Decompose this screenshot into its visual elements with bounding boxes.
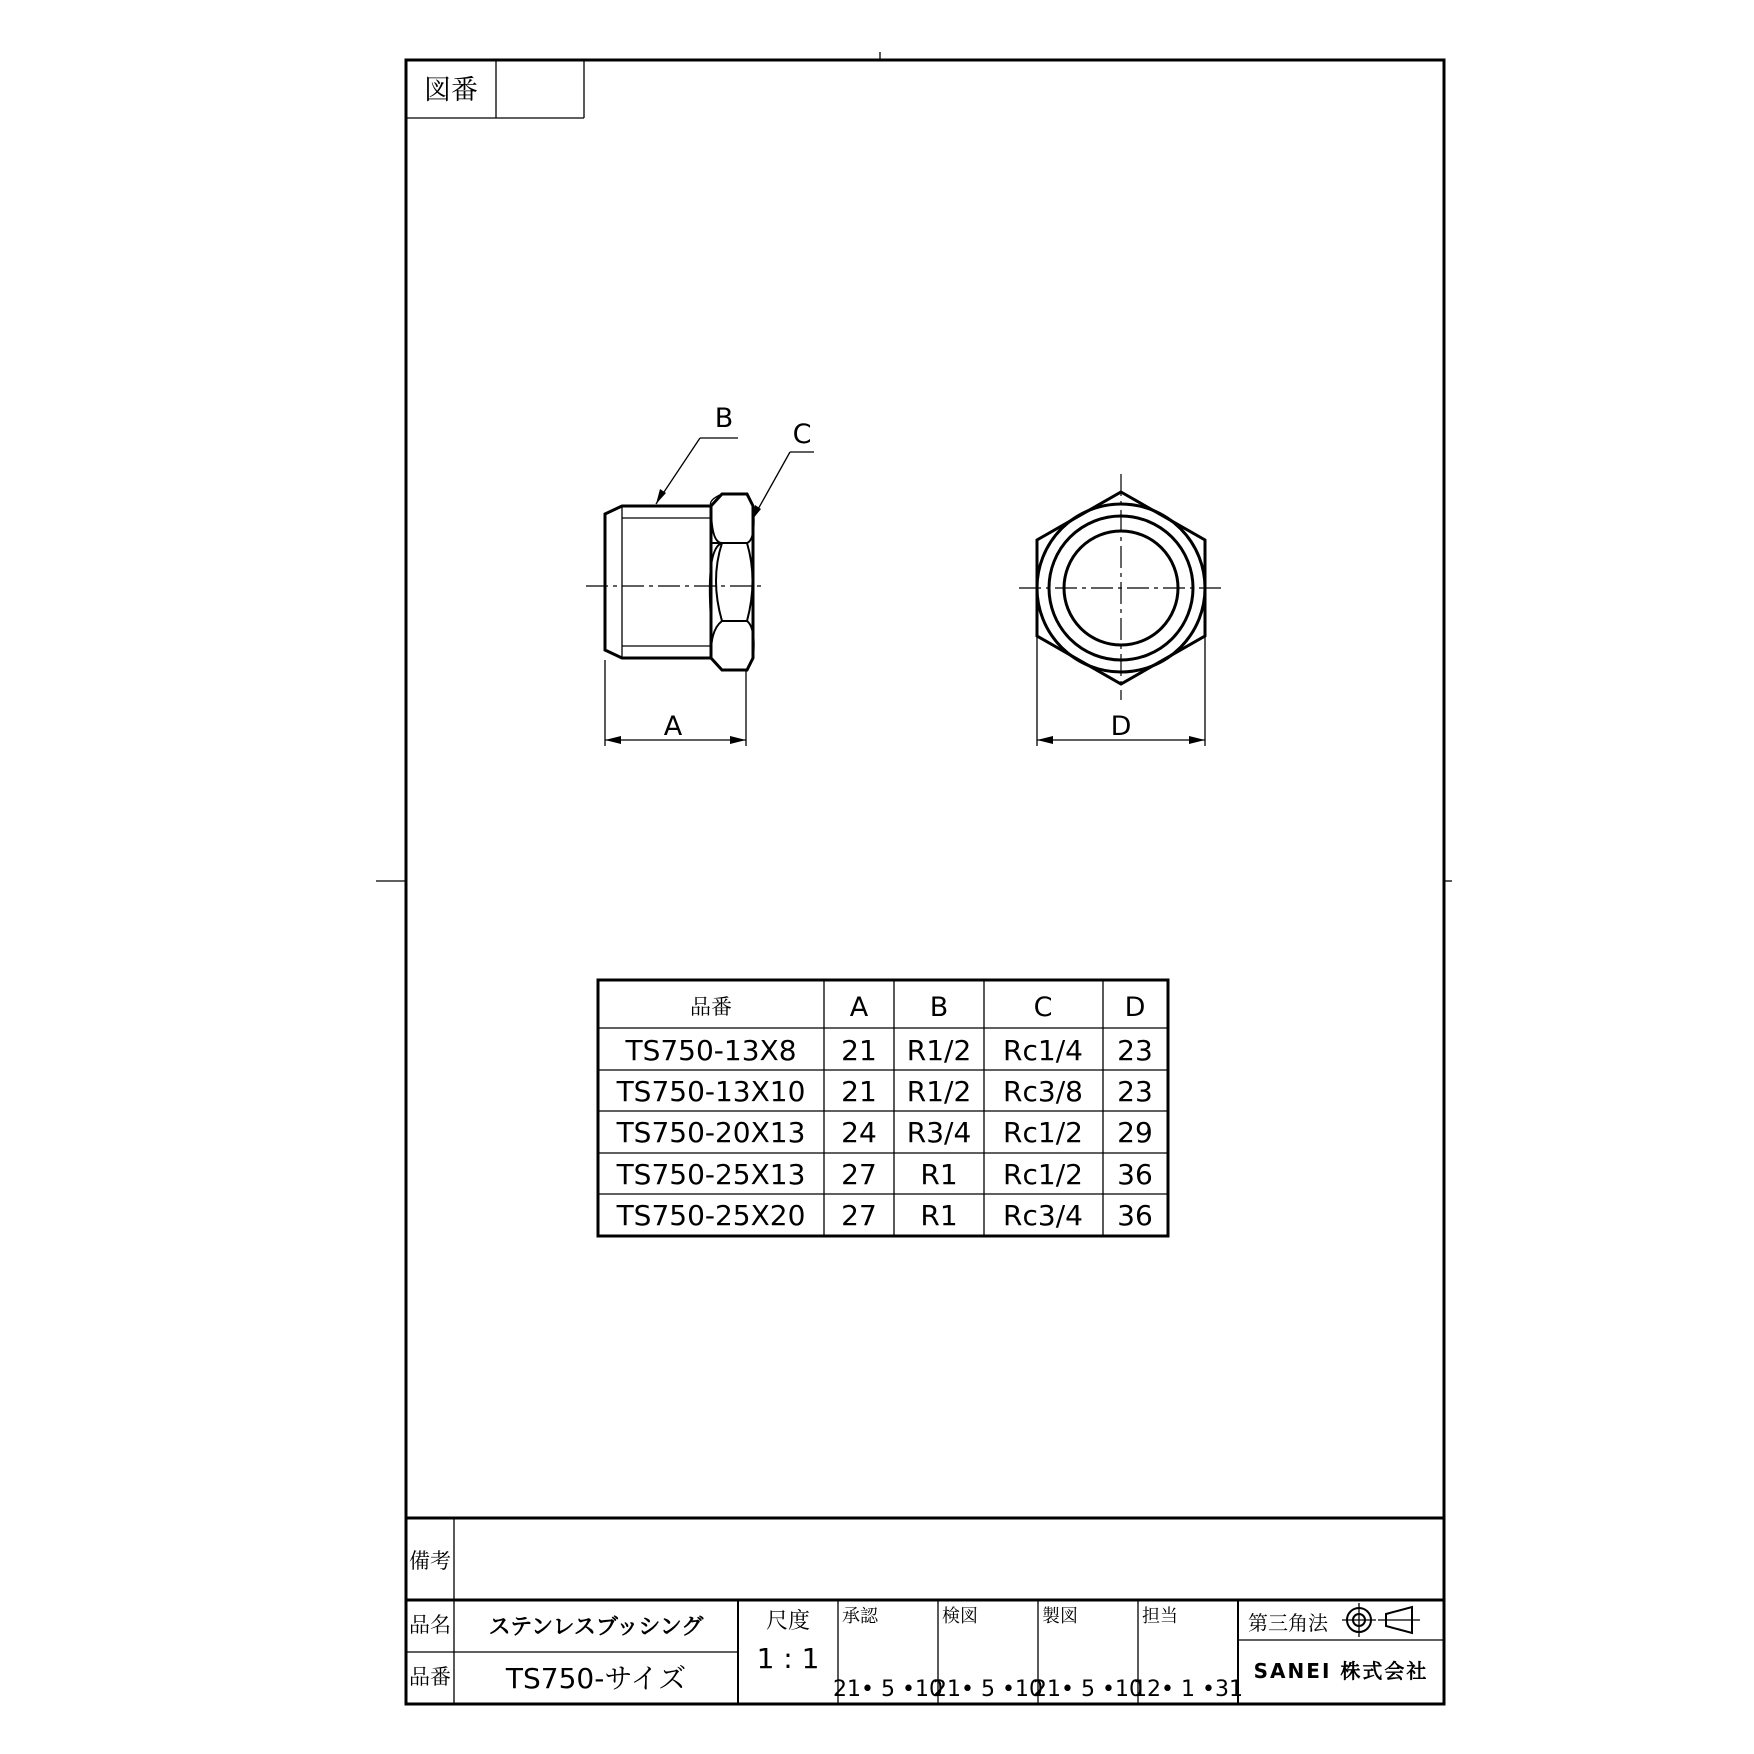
table-cell: Rc1/2 [1003, 1116, 1083, 1149]
hex-flange [711, 494, 753, 670]
table-cell: TS750-13X10 [616, 1075, 806, 1108]
table-cell: 23 [1117, 1034, 1153, 1067]
table-cell: 29 [1117, 1116, 1153, 1149]
projection-label: 第三角法 [1248, 1611, 1328, 1635]
table-cell: 27 [841, 1158, 877, 1191]
drawing-number-label: 図番 [424, 75, 478, 106]
title-block [406, 1518, 1444, 1704]
approved-date: 21• 5 •10 [833, 1677, 943, 1702]
dimension-a [605, 660, 746, 746]
drawing-border [406, 60, 1444, 1704]
table-cell: 21 [841, 1034, 877, 1067]
charge-label: 担当 [1142, 1606, 1178, 1627]
table-header-b: B [929, 992, 949, 1023]
third-angle-projection-icon [1342, 1603, 1420, 1637]
bushing-front-view [1019, 474, 1222, 700]
table-cell: Rc1/2 [1003, 1158, 1083, 1191]
remarks-label: 備考 [409, 1549, 451, 1573]
scale-label: 尺度 [765, 1609, 811, 1634]
table-cell: 27 [841, 1199, 877, 1232]
table-cell: 24 [841, 1116, 877, 1149]
table-cell: TS750-20X13 [616, 1116, 806, 1149]
table-cell: R1/2 [906, 1034, 972, 1067]
name-label: 品名 [409, 1613, 451, 1637]
table-cell: Rc3/4 [1003, 1199, 1083, 1232]
label-d: D [1110, 711, 1132, 742]
drawing-number-box [406, 60, 584, 118]
spec-table [598, 980, 1168, 1236]
table-cell: 23 [1117, 1075, 1153, 1108]
label-b: B [714, 403, 734, 434]
product-number: TS750-サイズ [505, 1662, 687, 1695]
table-cell: TS750-25X13 [616, 1158, 806, 1191]
number-label: 品番 [409, 1665, 451, 1689]
table-cell: Rc1/4 [1003, 1034, 1083, 1067]
table-cell: TS750-25X20 [616, 1199, 806, 1232]
company-name: SANEI 株式会社 [1253, 1659, 1429, 1683]
checked-date: 21• 5 •10 [933, 1677, 1043, 1702]
table-header-part-number: 品番 [690, 995, 732, 1019]
table-header-a: A [849, 992, 869, 1023]
table-header-c: C [1033, 992, 1053, 1023]
leader-b [656, 403, 738, 504]
drawn-date: 21• 5 •10 [1033, 1677, 1143, 1702]
label-a: A [663, 711, 683, 742]
charge-date: 12• 1 •31 [1133, 1677, 1243, 1702]
table-cell: R1 [920, 1199, 958, 1232]
threaded-body [605, 506, 711, 658]
table-cell: 36 [1117, 1199, 1153, 1232]
product-name: ステンレスブッシング [488, 1615, 704, 1640]
table-cell: R1/2 [906, 1075, 972, 1108]
table-cell: 21 [841, 1075, 877, 1108]
scale-value: 1 : 1 [756, 1642, 820, 1675]
checked-label: 検図 [942, 1606, 978, 1627]
table-header-d: D [1124, 992, 1146, 1023]
leader-c [752, 419, 814, 520]
bushing-side-view [586, 494, 766, 670]
label-c: C [792, 419, 812, 450]
table-cell: Rc3/8 [1003, 1075, 1083, 1108]
approved-label: 承認 [842, 1606, 878, 1627]
table-cell: TS750-13X8 [625, 1034, 797, 1067]
table-cell: R1 [920, 1158, 958, 1191]
drawn-label: 製図 [1042, 1606, 1078, 1627]
table-cell: R3/4 [906, 1116, 972, 1149]
table-cell: 36 [1117, 1158, 1153, 1191]
